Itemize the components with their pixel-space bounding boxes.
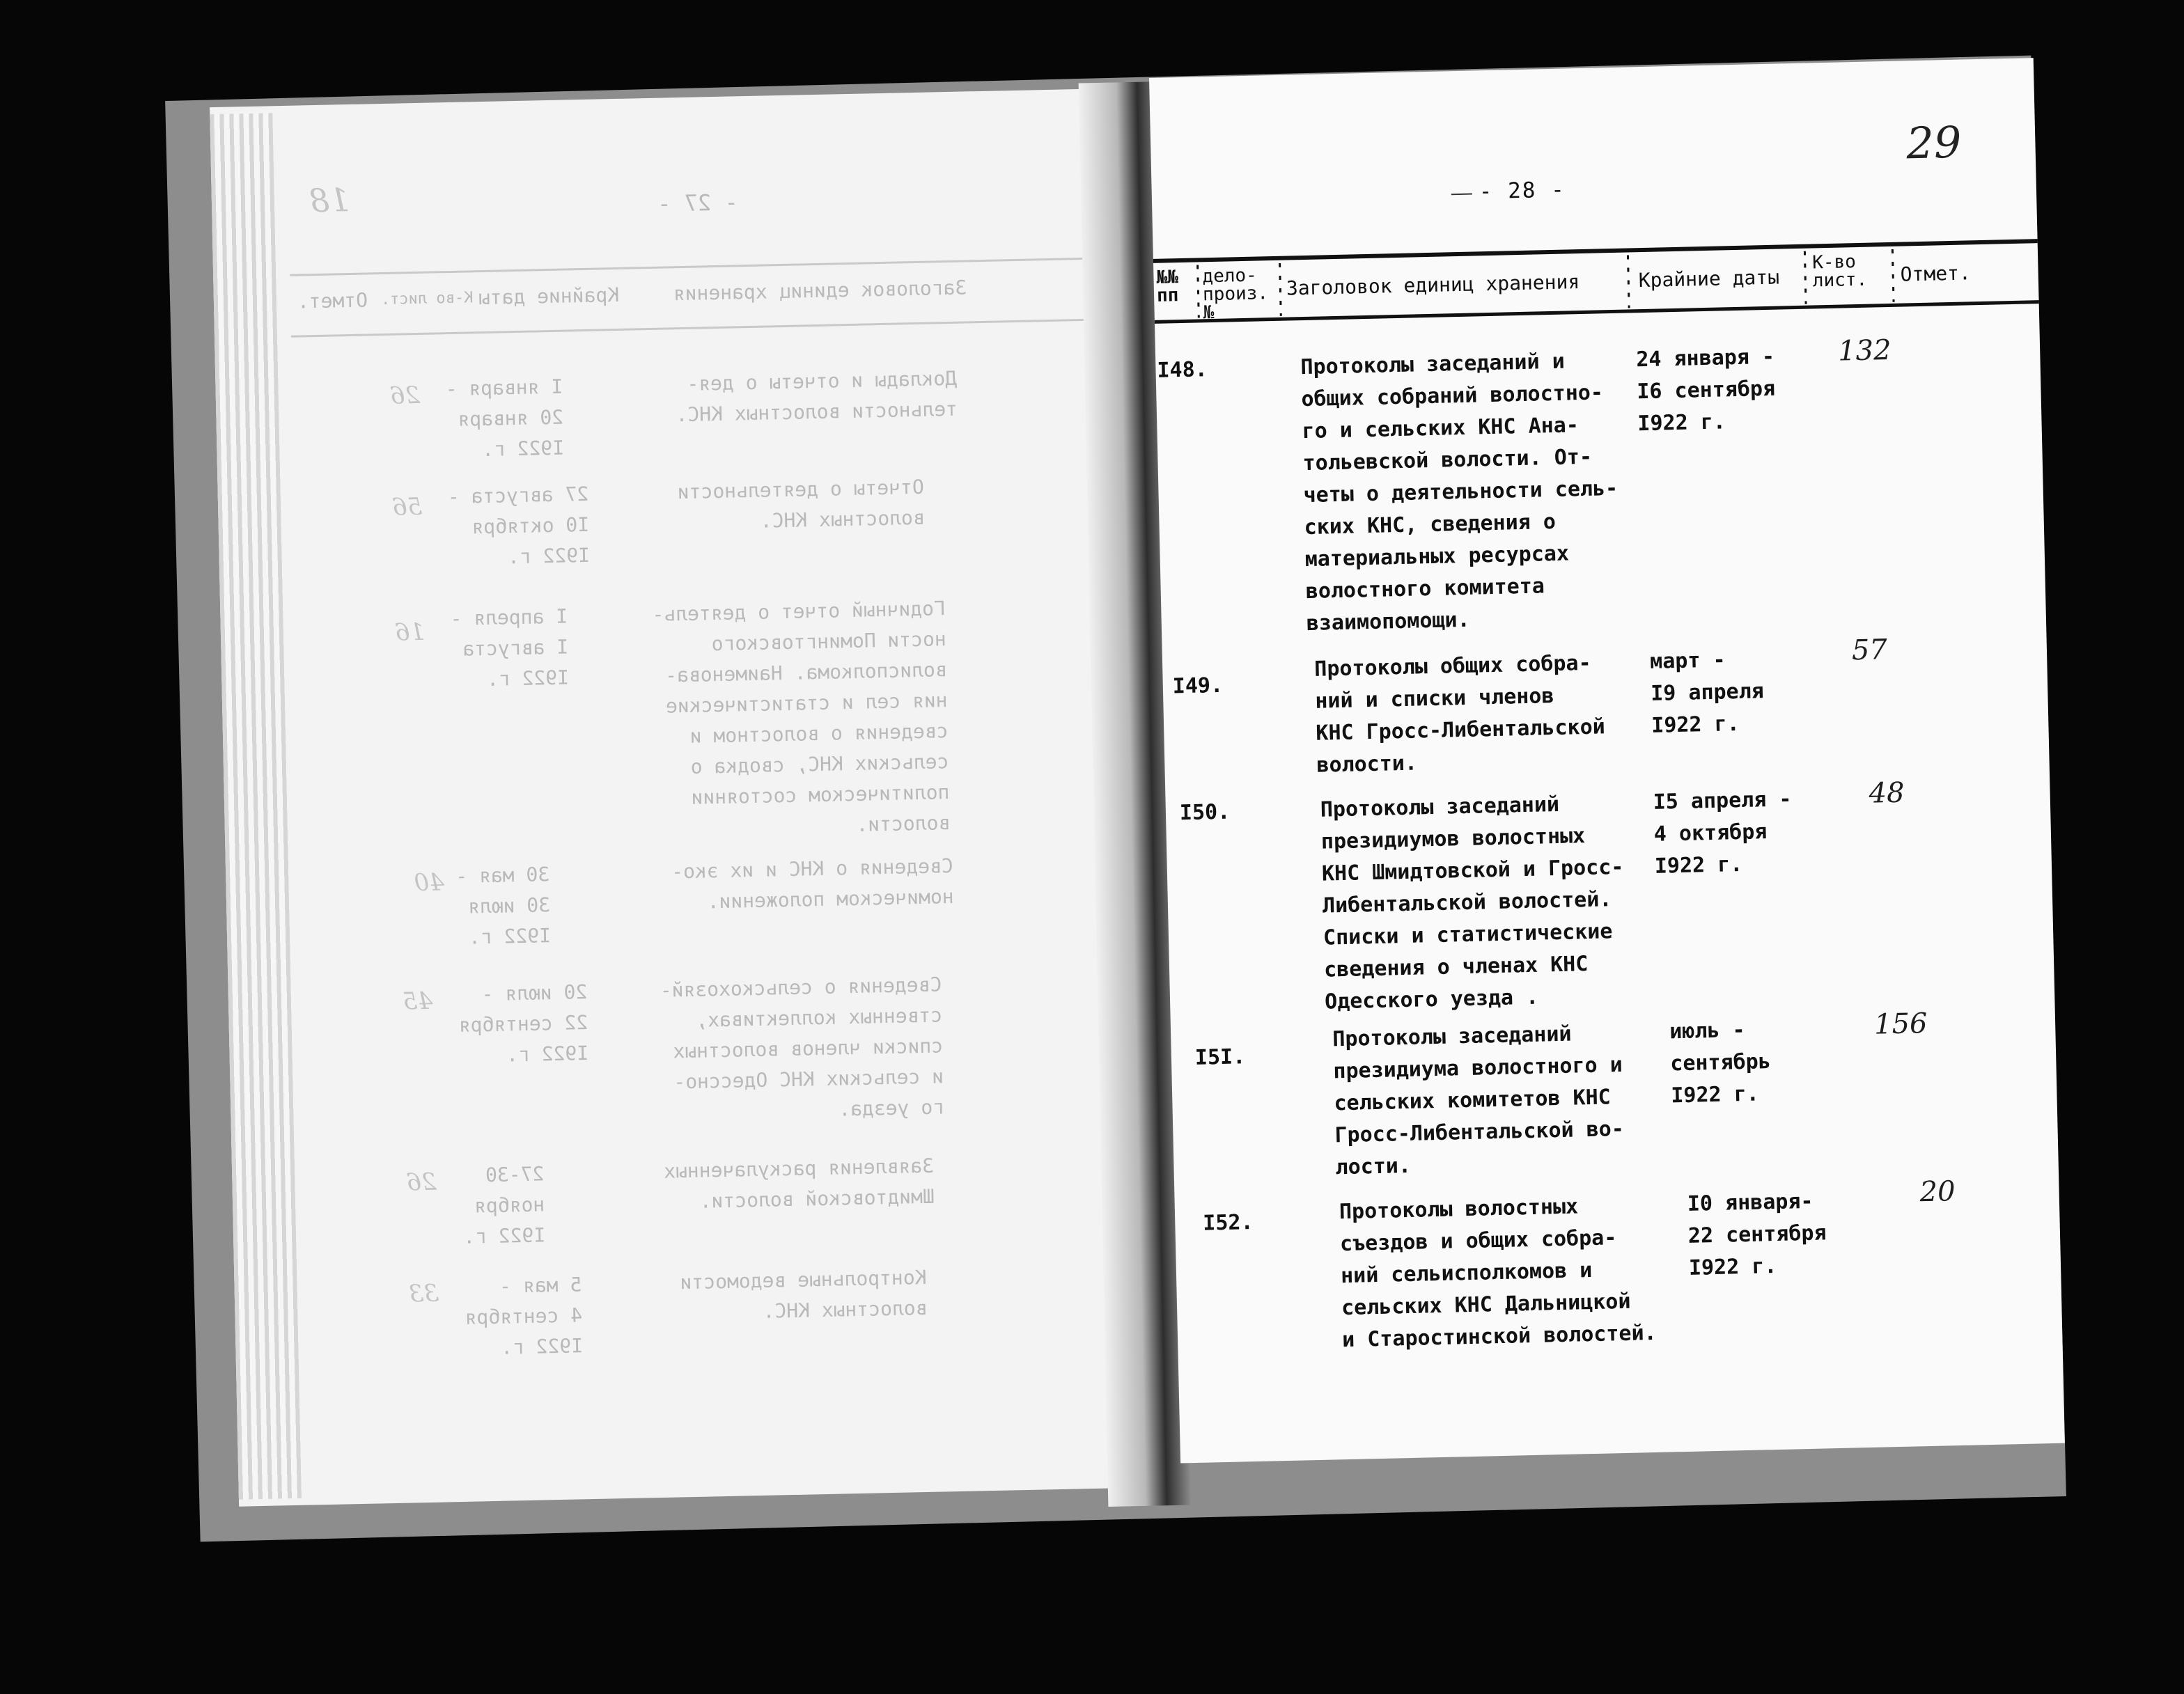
header-title: Заголовок единиц хранения <box>1286 270 1580 300</box>
ghost-title: Годичный отчет о деятель- ности Помингтовского волисполкома. Наименова- ния сел и статистические сведения о волостном и сельских КНС, сводка о политическом состоянии волости. <box>652 597 951 836</box>
header-dates: Крайние даты <box>1638 265 1780 292</box>
ghost-dates: I апреля - I августа I922 г. <box>450 604 570 691</box>
left-header-dates: Крайние даты <box>478 283 620 310</box>
ghost-sheets: 56 <box>391 492 423 521</box>
ghost-title: Заявления раскулаченных Шмидтовской волости. <box>663 1154 935 1213</box>
left-page-number: - 27 - <box>657 189 739 217</box>
ghost-dates: 30 мая - 30 июля I922 г. <box>455 863 552 949</box>
header-separator <box>1627 255 1630 308</box>
row-number: I50. <box>1179 799 1231 826</box>
row-dates: июль - сентябрь I922 г. <box>1669 1017 1772 1108</box>
header-rule-bottom <box>1155 300 2039 324</box>
ghost-dates: I января - 20 января I922 г. <box>445 375 565 462</box>
row-number: I52. <box>1202 1210 1254 1236</box>
ghost-dates: 27-30 ноября I922 г. <box>462 1162 546 1248</box>
ghost-sheets: 40 <box>414 868 445 897</box>
table-row <box>1155 334 2040 636</box>
ghost-title: Сведения о КНС и их эко- номическом положении. <box>671 854 954 913</box>
left-header-notes: Отмет. <box>297 288 368 313</box>
table-row <box>1165 776 2050 1014</box>
row-sheet-count: 48 <box>1869 776 1905 810</box>
archive-sheet-number: 29 <box>1905 116 1963 169</box>
row-number: I48. <box>1157 357 1208 383</box>
header-sheets: К-во лист. <box>1811 251 1868 292</box>
header-number: №№ пп <box>1156 267 1179 306</box>
header-case-number: дело- произ. № <box>1202 265 1269 324</box>
left-header-sheets: К-во лист. <box>380 289 474 309</box>
left-handwritten-number: 18 <box>309 180 351 220</box>
row-sheet-count: 156 <box>1873 1007 1928 1041</box>
row-number: I49. <box>1172 673 1224 699</box>
table-row <box>1175 1175 2059 1353</box>
ghost-dates: 20 июля - 22 сентября I922 г. <box>458 980 589 1067</box>
ghost-sheets: 45 <box>402 987 433 1016</box>
left-page <box>210 88 1165 1506</box>
ghost-sheets: 16 <box>394 618 426 647</box>
row-title: Протоколы общих собра- ний и списки членов КНС Гросс-Либентальской волости. <box>1313 650 1606 778</box>
left-header-rule <box>290 257 1125 276</box>
row-title: Протоколы волостных съездов и общих собра- ний сельисполкомов и сельских КНС Дальницкой и Старостинской волостей. <box>1339 1194 1658 1353</box>
right-page <box>1149 58 2065 1463</box>
row-number: I5I. <box>1194 1044 1246 1070</box>
ghost-sheets: 26 <box>406 1168 437 1197</box>
ghost-title: Контрольные ведомости волостных КНС. <box>680 1265 928 1323</box>
header-separator <box>1892 249 1895 302</box>
left-header-rule-bottom <box>291 318 1127 338</box>
row-title: Протоколы заседаний президиума волостного и сельских комитетов КНС Гросс-Либентальской во- лости. <box>1332 1021 1625 1180</box>
ghost-title: Доклады и отчеты о дея- тельности волостных КНС. <box>676 366 958 427</box>
page-number: - 28 - <box>1479 177 1566 205</box>
table-header <box>1153 239 2039 326</box>
header-separator <box>1804 251 1807 304</box>
ghost-title: Отчеты о деятельности волостных КНС. <box>677 475 926 533</box>
page-number-dash <box>1451 194 1472 196</box>
row-sheet-count: 20 <box>1919 1175 1956 1209</box>
header-rule-top <box>1153 239 2038 263</box>
ghost-dates: 5 мая - 4 сентября I922 г. <box>465 1273 584 1359</box>
ghost-dates: 27 августа - I0 октября I922 г. <box>447 482 591 569</box>
ghost-title: Сведения о сельскохозяй- ственных коллективах, списки членов волостных и сельских КНС Одессно- го уезда. <box>660 973 945 1121</box>
ghost-sheets: 33 <box>408 1279 439 1308</box>
row-sheet-count: 57 <box>1851 634 1888 667</box>
ghost-sheets: 26 <box>389 381 421 410</box>
row-dates: 24 января - I6 сентября I922 г. <box>1635 344 1776 437</box>
row-dates: март - I9 апреля I922 г. <box>1649 648 1765 738</box>
header-notes: Отмет. <box>1900 261 1972 286</box>
table-row <box>1162 634 2047 778</box>
row-sheet-count: 132 <box>1837 334 1892 368</box>
left-header-title: Заголовок единиц хранения <box>673 276 967 306</box>
header-separator <box>1196 265 1200 317</box>
row-title: Протоколы заседаний и общих собраний волостно- го и сельских КНС Ана- тольевской волости. От- четы о деятельности сель- ских КНС, сведения о материальных ресурсах волостного комитета взаимопомощи. <box>1300 349 1618 636</box>
row-dates: I0 января- 22 сентября I922 г. <box>1687 1189 1827 1280</box>
header-separator <box>1279 263 1282 316</box>
row-title: Протоколы заседаний президиумов волостных КНС Шмидтовской и Гросс- Либентальской волостей. Списки и статистические сведения о членах КНС Одесского уезда . <box>1320 792 1624 1014</box>
row-dates: I5 апреля - 4 октября I922 г. <box>1653 787 1792 879</box>
